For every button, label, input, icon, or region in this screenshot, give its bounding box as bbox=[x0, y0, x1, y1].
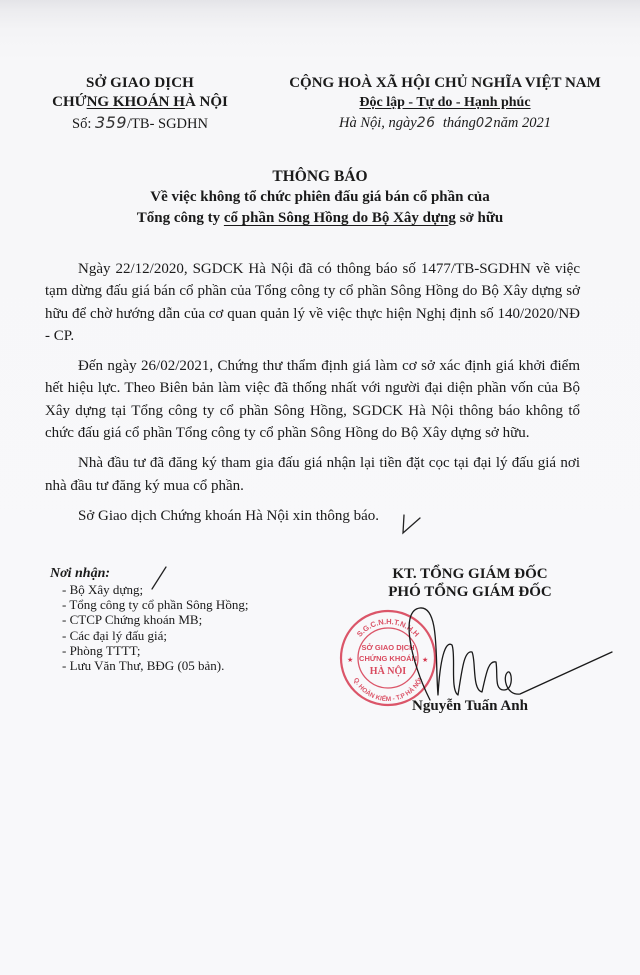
recipients-list bbox=[50, 582, 248, 673]
recipients-heading: Nơi nhận: bbox=[50, 566, 111, 581]
national-motto bbox=[250, 93, 640, 112]
recipient-item: - Các đại lý đấu giá; bbox=[62, 627, 168, 643]
recipient-item: - Tổng công ty cổ phần Sông Hồng; bbox=[62, 597, 249, 613]
issuer-name-underlined: NG KHOÁN H bbox=[86, 94, 185, 110]
document-number bbox=[40, 112, 240, 135]
subject-prefix: Tổng công ty bbox=[136, 210, 224, 226]
signatory-authority: KT. TỔNG GIÁM ĐỐC bbox=[392, 566, 548, 582]
number-suffix: /TB- SGDHN bbox=[127, 116, 208, 132]
recipients-block bbox=[50, 566, 248, 673]
country-name: CỘNG HOÀ XÃ HỘI CHỦ NGHĨA VIỆT NAM bbox=[289, 75, 601, 91]
svg-text:CHỨNG KHOÁN: CHỨNG KHOÁN bbox=[359, 654, 417, 663]
motto-text: Độc lập - Tự do - Hạnh phúc bbox=[359, 95, 531, 110]
day-handwritten: 26 bbox=[416, 115, 436, 131]
notice-title-block bbox=[0, 166, 640, 229]
year-text: năm 2021 bbox=[493, 115, 551, 131]
issuer-name-line1: SỞ GIAO DỊCH bbox=[86, 75, 194, 91]
svg-text:★: ★ bbox=[347, 656, 354, 664]
recipient-item: - Lưu Văn Thư, BĐG (05 bản). bbox=[62, 658, 225, 674]
recipient-item: - Bộ Xây dựng; bbox=[62, 582, 144, 597]
svg-text:SỞ GIAO DỊCH: SỞ GIAO DỊCH bbox=[361, 643, 415, 652]
date-prefix: Hà Nội, ngày bbox=[339, 115, 417, 131]
closing-statement: Sở Giao dịch Chứng khoán Hà Nội xin thông báo. bbox=[78, 507, 380, 524]
month-handwritten: 02 bbox=[475, 116, 494, 131]
notice-subject-line1: Về việc không tổ chức phiên đấu giá bán cổ phần của bbox=[150, 189, 490, 205]
issuer-block bbox=[40, 74, 240, 135]
issue-date bbox=[250, 112, 640, 135]
svg-text:★: ★ bbox=[422, 656, 429, 664]
handwritten-signature-icon bbox=[390, 600, 620, 710]
recipient-item: - Phòng TTTT; bbox=[62, 642, 141, 658]
handwritten-tick-icon bbox=[400, 513, 422, 535]
subject-underlined: cổ phần Sông Hồng do Bộ Xây dựn bbox=[223, 210, 449, 226]
subject-suffix: g sở hữu bbox=[448, 210, 504, 226]
recipient-item: - CTCP Chứng khoán MB; bbox=[62, 612, 203, 628]
number-label: Số: bbox=[72, 116, 92, 132]
notice-heading: THÔNG BÁO bbox=[272, 168, 368, 185]
notice-subject-line2 bbox=[0, 208, 640, 229]
signatory-title: PHÓ TỔNG GIÁM ĐỐC bbox=[388, 584, 552, 600]
issuer-name-suffix: À NỘI bbox=[184, 94, 228, 110]
issuer-name-prefix: CHỨ bbox=[52, 94, 87, 110]
month-label: tháng bbox=[442, 115, 476, 131]
signatory-block bbox=[350, 565, 590, 601]
svg-text:HÀ NỘI: HÀ NỘI bbox=[369, 666, 407, 677]
signatory-name: Nguyễn Tuấn Anh bbox=[412, 698, 528, 714]
national-header bbox=[250, 74, 640, 135]
svg-text:Q. HOÀN KIẾM - T.P HÀ NỘI: Q. HOÀN KIẾM - T.P HÀ NỘI bbox=[351, 676, 425, 704]
body-paragraph: Nhà đầu tư đã đăng ký tham gia đấu giá nhận lại tiền đặt cọc tại đại lý đấu giá nơi nhà đầu tư đăng ký mua cổ phần. bbox=[45, 455, 580, 494]
body-paragraph: Ngày 22/12/2020, SGDCK Hà Nội đã có thông báo số 1477/TB-SGDHN về việc tạm dừng đấu giá bán cổ phần của Tổng công ty cổ phần Sông Hồng do Bộ Xây dựng sở hữu để chờ hướng dẫn của cơ quan quản lý về việc thực hiện Nghị định số 140/2020/NĐ - CP. bbox=[45, 261, 580, 344]
body-paragraph: Đến ngày 26/02/2021, Chứng thư thẩm định giá làm cơ sở xác định giá khởi điểm hết hiệu lực. Theo Biên bản làm việc đã thống nhất với người đại diện phần vốn của Bộ Xây dựng tại Tổng công ty cổ phần Sông Hồng, SGDCK Hà Nội thông báo không tổ chức đấu giá cổ phần Tổng công ty cổ phần Sông Hồng do Bộ Xây dựng sở hữu. bbox=[45, 358, 580, 442]
svg-text:S.G.C.N.H.T.N.H.H: S.G.C.N.H.T.N.H.H bbox=[354, 616, 422, 639]
number-handwritten: 359 bbox=[94, 113, 128, 132]
notice-body bbox=[45, 258, 580, 535]
issuer-name-line2 bbox=[40, 93, 240, 112]
